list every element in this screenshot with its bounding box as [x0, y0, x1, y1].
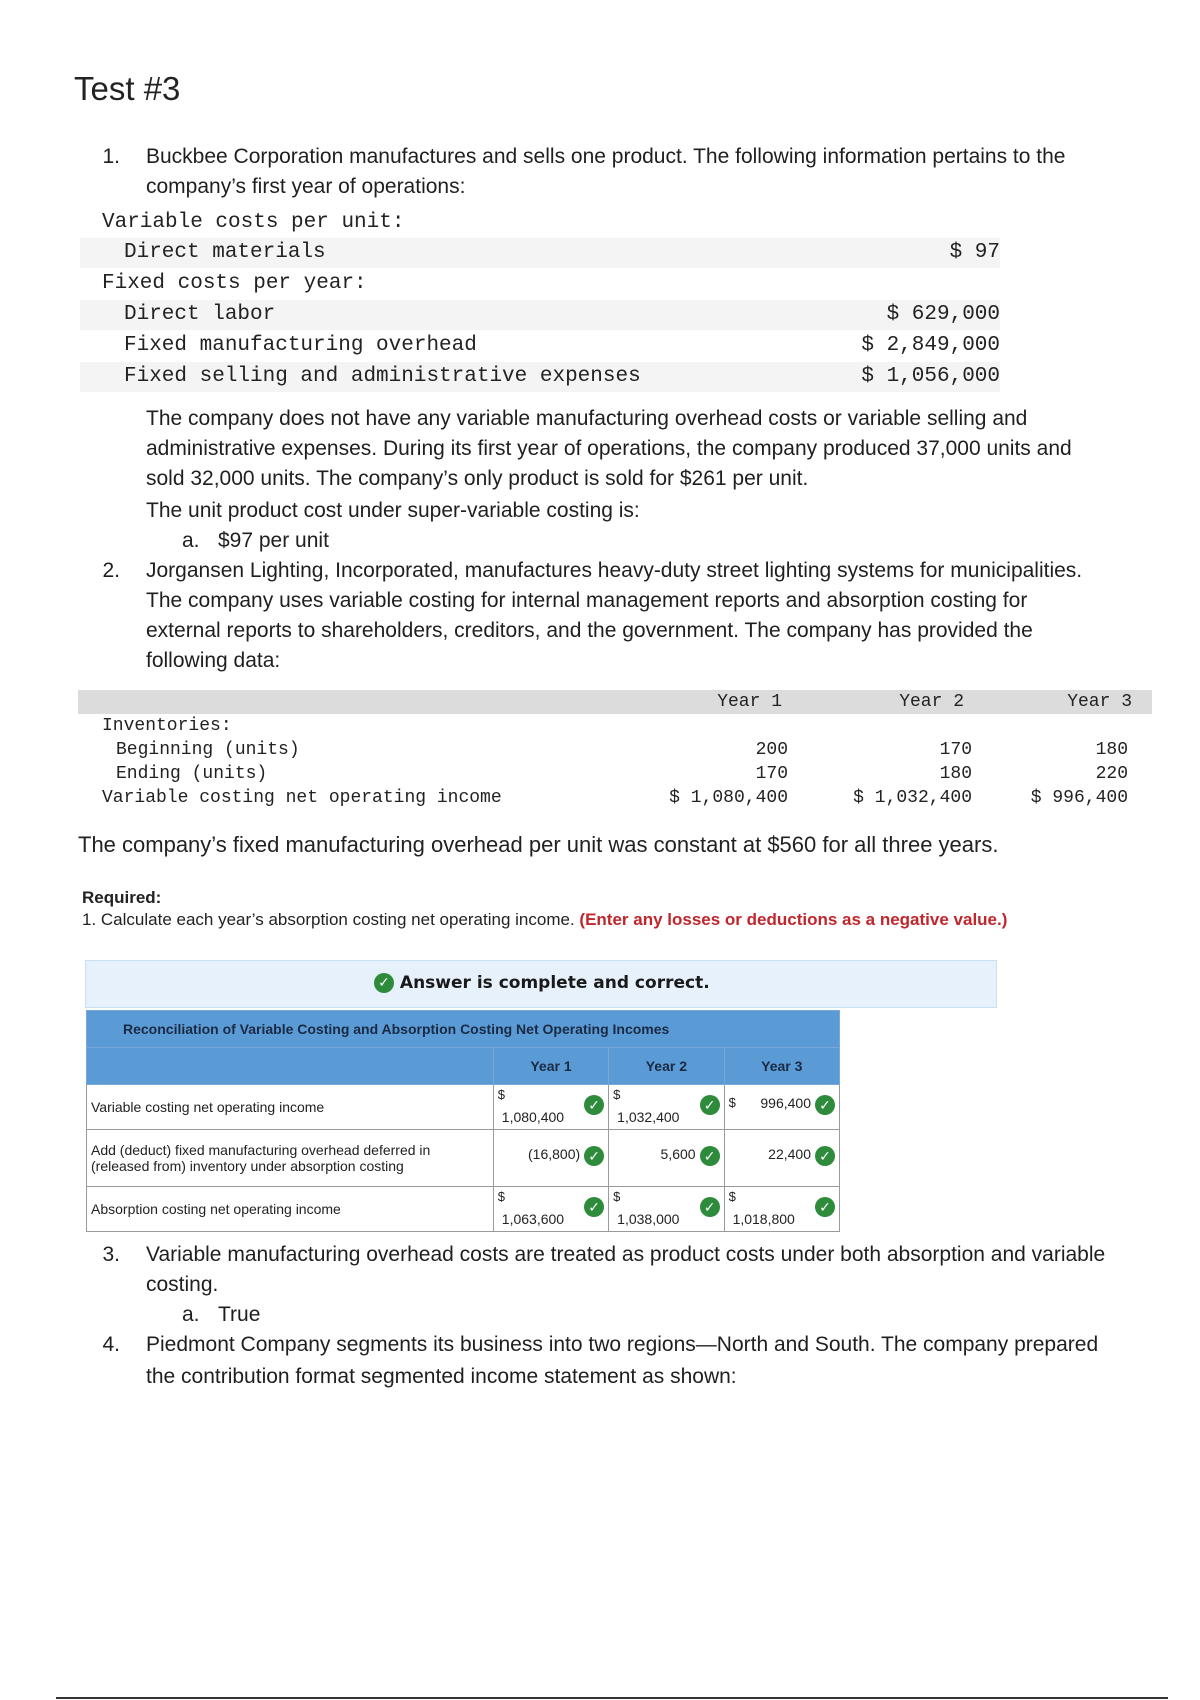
inventory-label: Beginning (units) [116, 740, 300, 760]
q3-line-2: costing. [146, 1273, 219, 1296]
cost-label: Direct materials [124, 241, 326, 264]
recon-year-header: Year 2 [609, 1048, 724, 1085]
dollar-sign: $ [497, 1189, 506, 1204]
check-circle-icon: ✓ [584, 1146, 604, 1166]
cost-value: $ 629,000 [886, 303, 1000, 326]
check-circle-icon: ✓ [700, 1197, 720, 1217]
q4-number: 4. [102, 1333, 120, 1356]
year-header: Year 3 [1067, 692, 1132, 712]
q3-answer: True [218, 1303, 261, 1326]
answer-cell[interactable] [493, 1085, 608, 1130]
answer-cell[interactable] [609, 1130, 724, 1187]
header-blank [87, 1048, 494, 1085]
dollar-sign: $ [613, 1087, 621, 1102]
q4-line-2: the contribution format segmented income statement as shown: [146, 1365, 737, 1388]
dollar-sign: $ [728, 1095, 736, 1110]
answer-cell[interactable] [609, 1187, 724, 1232]
year-header: Year 2 [899, 692, 964, 712]
row-label: Variable costing net operating income [87, 1085, 494, 1130]
answer-banner [85, 960, 997, 1008]
answer-cell[interactable] [609, 1085, 724, 1130]
page-bottom-divider [56, 1697, 1168, 1699]
inventory-section-label: Inventories: [102, 716, 232, 736]
inventory-header-row [78, 690, 1152, 714]
reconciliation-table [86, 1010, 840, 1232]
answer-cell[interactable] [493, 1187, 608, 1232]
answer-cell[interactable] [493, 1130, 608, 1187]
row-label: Absorption costing net operating income [87, 1187, 494, 1232]
q1-number: 1. [102, 145, 120, 168]
q3-line-1: Variable manufacturing overhead costs are treated as product costs under both absorption and variable [146, 1243, 1106, 1266]
cost-value: $ 97 [949, 241, 1000, 264]
required-text: 1. Calculate each year’s absorption costing net operating income. [82, 910, 575, 929]
cost-label: Variable costs per unit: [102, 211, 405, 234]
recon-year-header: Year 3 [724, 1048, 839, 1085]
cell-value: 996,400 [760, 1095, 811, 1111]
table-row [87, 1130, 840, 1187]
answer-cell[interactable] [724, 1085, 839, 1130]
inventory-value: $ 996,400 [1030, 788, 1128, 808]
cell-value: 22,400 [768, 1146, 811, 1162]
inventory-label: Variable costing net operating income [102, 788, 502, 808]
q1-line-1: Buckbee Corporation manufactures and sells one product. The following information pertains to the [146, 145, 1066, 168]
cell-value: 1,032,400 [617, 1109, 680, 1125]
dollar-sign: $ [497, 1087, 506, 1102]
cost-value: $ 2,849,000 [861, 334, 1000, 357]
check-circle-icon: ✓ [374, 973, 394, 993]
cost-label: Fixed manufacturing overhead [124, 334, 477, 357]
overhead-note: The company’s fixed manufacturing overhead per unit was constant at $560 for all three years. [78, 832, 999, 857]
q1-cost-row [80, 362, 1000, 392]
inventory-value: 220 [1095, 764, 1128, 784]
page-title: Test #3 [74, 70, 181, 107]
q2-number: 2. [102, 559, 120, 582]
q3-answer-letter: a. [182, 1303, 200, 1326]
cost-value: $ 1,056,000 [861, 365, 1000, 388]
q3-number: 3. [102, 1243, 120, 1266]
dollar-sign: $ [728, 1189, 736, 1204]
row-label: Add (deduct) fixed manufacturing overhead deferred in (released from) inventory under absorption costing [87, 1130, 494, 1187]
inventory-value: 180 [939, 764, 972, 784]
check-circle-icon: ✓ [700, 1095, 720, 1115]
inventory-value: 170 [755, 764, 788, 784]
check-circle-icon: ✓ [815, 1197, 835, 1217]
q1-para-1: The company does not have any variable manufacturing overhead costs or variable selling and [146, 407, 1028, 430]
check-circle-icon: ✓ [584, 1197, 604, 1217]
q1-cost-row [80, 269, 1000, 299]
q1-prompt: The unit product cost under super-variable costing is: [146, 499, 640, 522]
year-header: Year 1 [717, 692, 782, 712]
q2-line-4: following data: [146, 649, 281, 672]
q1-cost-row [80, 300, 1000, 330]
dollar-sign: $ [613, 1189, 621, 1204]
q1-answer: $97 per unit [218, 529, 329, 552]
recon-year-header: Year 1 [493, 1048, 608, 1085]
answer-cell[interactable] [724, 1187, 839, 1232]
required-hint: (Enter any losses or deductions as a negative value.) [579, 910, 1008, 929]
cell-value: (16,800) [528, 1146, 581, 1162]
inventory-value: 200 [755, 740, 788, 760]
q1-cost-row [80, 208, 1000, 238]
q1-line-2: company’s first year of operations: [146, 175, 466, 198]
q1-answer-letter: a. [182, 529, 200, 552]
table-row [87, 1187, 840, 1232]
q2-line-2: The company uses variable costing for internal management reports and absorption costing for [146, 589, 1028, 612]
answer-cell[interactable] [724, 1130, 839, 1187]
q1-para-2: administrative expenses. During its first year of operations, the company produced 37,000 units and [146, 437, 1072, 460]
cost-label: Fixed costs per year: [102, 272, 367, 295]
cell-value: 1,080,400 [501, 1109, 565, 1125]
required-instructions [82, 910, 1007, 930]
check-circle-icon: ✓ [584, 1095, 604, 1115]
required-label: Required: [82, 888, 162, 907]
inventory-value: $ 1,032,400 [853, 788, 972, 808]
cost-label: Fixed selling and administrative expenses [124, 365, 641, 388]
table-row [87, 1085, 840, 1130]
answer-status: Answer is complete and correct. [399, 973, 710, 993]
cost-label: Direct labor [124, 303, 276, 326]
cell-value: 1,018,800 [732, 1211, 795, 1227]
check-circle-icon: ✓ [815, 1095, 835, 1115]
inventory-value: $ 1,080,400 [669, 788, 788, 808]
q4-line-1: Piedmont Company segments its business into two regions—North and South. The company prepared [146, 1333, 1099, 1356]
cell-value: 1,038,000 [617, 1211, 680, 1227]
q2-line-1: Jorgansen Lighting, Incorporated, manufactures heavy-duty street lighting systems for municipalities. [146, 559, 1083, 582]
q2-line-3: external reports to shareholders, creditors, and the government. The company has provided the [146, 619, 1033, 642]
inventory-value: 180 [1095, 740, 1128, 760]
q1-cost-row [80, 238, 1000, 268]
cell-value: 5,600 [660, 1146, 696, 1162]
q1-cost-row [80, 331, 1000, 361]
check-circle-icon: ✓ [815, 1146, 835, 1166]
cell-value: 1,063,600 [501, 1211, 565, 1227]
check-circle-icon: ✓ [700, 1146, 720, 1166]
inventory-label: Ending (units) [116, 764, 268, 784]
q1-para-3: sold 32,000 units. The company’s only product is sold for $261 per unit. [146, 467, 809, 490]
reconciliation-title: Reconciliation of Variable Costing and Absorption Costing Net Operating Incomes [87, 1011, 840, 1048]
inventory-value: 170 [939, 740, 972, 760]
